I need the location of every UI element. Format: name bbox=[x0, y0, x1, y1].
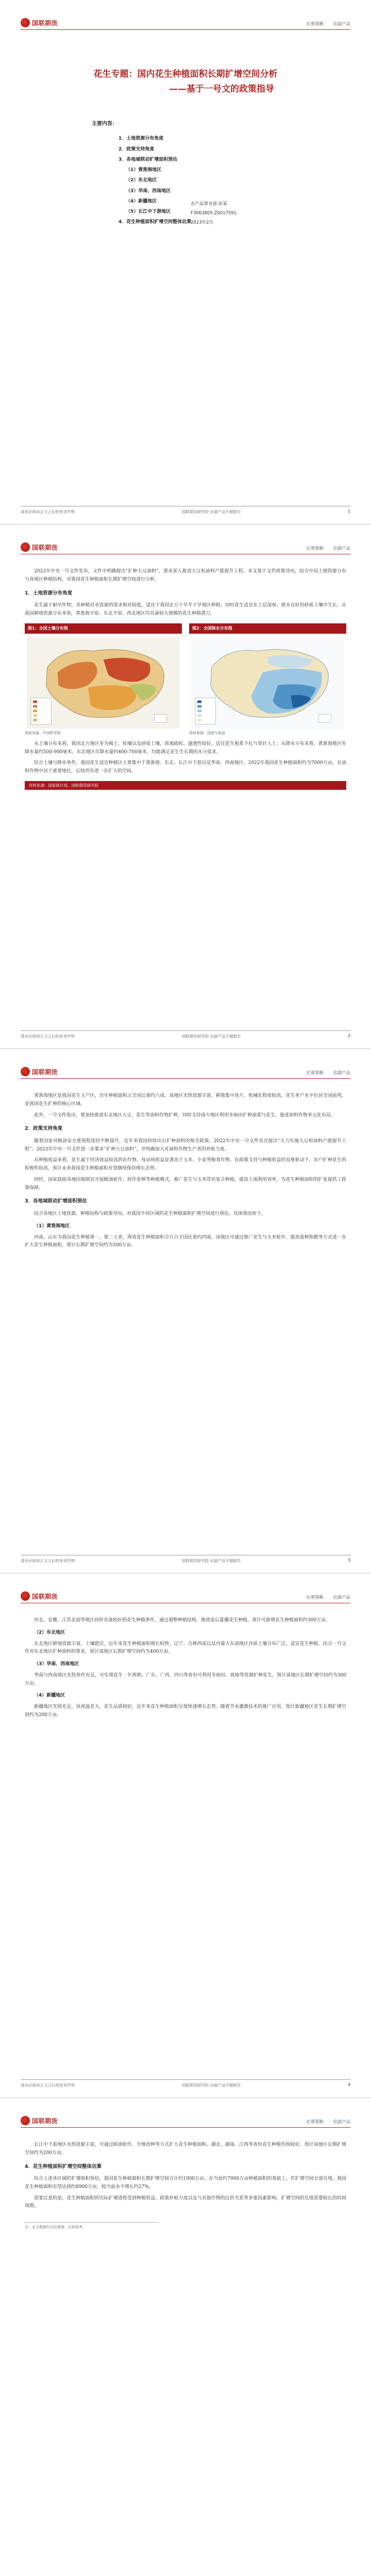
paragraph: 从种植收益来看，花生属于经济效益较高的农作物，每亩纯收益显著高于玉米、小麦等粮食作物。在政策支持与种植收益的双重驱动下，农户扩种花生的积极性较高，预计未来我国花生种植面积有望继续保持增长态势。 bbox=[25, 1158, 346, 1172]
figure-row bbox=[25, 623, 346, 736]
logo-icon bbox=[21, 1067, 30, 1076]
paragraph: 需要注意的是，花生种植面积的实际扩增进程受到种植收益、政策补贴力度以及与其他作物的比价关系等多重因素影响，扩增空间的兑现需要较长的时间周期。 bbox=[25, 2195, 346, 2209]
page-number: 1 bbox=[348, 509, 350, 514]
soil-map-image bbox=[25, 637, 182, 728]
paragraph: 黄淮海地区是我国花生主产区，历年种植面积占全国比重约六成。该地区光热资源丰富，耕地集中连片，机械化程度较高，花生单产水平位居全国前列，是我国花生扩种的核心区域。 bbox=[25, 1093, 346, 1107]
outline-item: （4）新疆地区 bbox=[126, 198, 157, 204]
paragraph: 2023年中央一号文件发布，文件中明确提出“扩种大豆油料”，要求深入推进大豆和油料产能提升工程。本文基于文件政策导向，结合中国土地资源分布与各地区种植结构，对我国花生种植面积长期扩增空间进行分析。 bbox=[25, 569, 346, 582]
footnote: 注：本文数据均为估算值，仅供参考。 bbox=[25, 2222, 159, 2230]
outline-item: 1．土地资源分布角度 bbox=[119, 136, 164, 142]
paragraph: 此外，一号文件指出，要加快推进东北地区大豆、花生等油料作物扩种，同时支持南方地区利用冬闲田扩种油菜与花生，推进油料作物多元化布局。 bbox=[34, 1112, 336, 1118]
rain-map-image bbox=[189, 637, 346, 728]
outline-item: （5）长江中下游地区 bbox=[126, 209, 171, 215]
logo-icon bbox=[21, 1591, 30, 1601]
figure-rain-map bbox=[189, 623, 346, 736]
footer-left: 请务必阅读正文之后的免责声明 bbox=[21, 2083, 75, 2088]
logo-text: 国联期货 bbox=[32, 1592, 58, 1600]
subsection-heading: （3）华南、西南地区 bbox=[34, 1662, 79, 1667]
report-title-line2: ——基于一号文的政策指导 bbox=[169, 83, 274, 94]
header-tag-left: 宏观策略 bbox=[306, 22, 324, 27]
page-5 bbox=[0, 2098, 371, 2576]
paragraph: 河南、山东为我国花生种植第一、第二大省，两省花生种植面积合计占全国比重约四成。该地区可通过推广花生与玉米轮作、提高复种指数等方式进一步扩大花生种植面积，预计长期扩增空间约为500万亩。 bbox=[25, 1234, 346, 1248]
subsection-heading: （2）东北地区 bbox=[34, 1630, 65, 1635]
report-title-line1: 花生专题：国内花生种植面积长期扩增空间分析 bbox=[93, 69, 278, 79]
paragraph: 东北地区耕地资源丰富，土壤肥沃，近年来花生种植面积增长较快。辽宁、吉林西部以及内蒙古东部地区沙质土壤分布广泛，适宜花生种植。结合一号文件对东北地区扩种油料的要求，预计该地区长期扩增空间约为400万亩。 bbox=[25, 1641, 346, 1655]
footer-left: 请务必阅读正文之后的免责声明 bbox=[21, 1558, 75, 1563]
figure-source: 资料来源：中国科学院 bbox=[25, 731, 61, 735]
outline-item: （2）东北地区 bbox=[126, 178, 157, 183]
paragraph: 从土壤分布来看，我国北方地区多为褐土、棕壤以及砂质土壤，质地疏松、通透性较好，适宜花生根系下扎与果针入土；从降水分布来看，黄淮海地区年降水量约500-900毫米，东北地区年降水量约400-700毫米，均能满足花生生长期的水分需求。 bbox=[25, 741, 346, 755]
report-date: 2023年2月 bbox=[191, 219, 214, 225]
footer-left: 请务必阅读正文之后的免责声明 bbox=[21, 1034, 75, 1039]
page-footer bbox=[21, 506, 350, 515]
page-footer bbox=[21, 2079, 350, 2088]
subsection-heading: （1）黄淮海地区 bbox=[34, 1223, 70, 1229]
page-number: 4 bbox=[348, 2082, 350, 2087]
outline-item: 3．各地域联动扩增面积预估 bbox=[119, 157, 178, 162]
footer-center: 国联期货研究院·农副产品专题报告 bbox=[181, 1034, 241, 1039]
page-header bbox=[21, 1573, 350, 1603]
section-heading: 4．花生种植面积扩增空间整体估算 bbox=[25, 2163, 102, 2170]
author-license: F3063805 Z0017591 bbox=[191, 210, 237, 216]
logo bbox=[21, 18, 58, 29]
figure-caption: 图2：全国降水分布图 bbox=[189, 623, 346, 634]
page-4 bbox=[0, 1573, 371, 2098]
page-header bbox=[21, 1049, 350, 1079]
header-tag-right: 农副产品 bbox=[332, 2120, 350, 2125]
logo-text: 国联期货 bbox=[32, 544, 58, 551]
paragraph: 综合土壤与降水条件，我国花生适宜种植区主要集中于黄淮海、东北、长江中下游以及华南、西南地区。2022年我国花生种植面积约为7000万亩，在油料作物中居于重要地位，后续仍有进一步扩大的空间。 bbox=[25, 760, 346, 774]
outline-item: （1）黄淮海地区 bbox=[126, 167, 162, 173]
page-header bbox=[21, 0, 350, 30]
page-header bbox=[21, 2098, 350, 2128]
paragraph: 河北、安徽、江苏北部等地区同样具备较好的花生种植条件，通过调整种植结构，推进麦后夏播花生种植，预计可新增花生种植面积约300万亩。 bbox=[34, 1618, 331, 1623]
logo-icon bbox=[21, 2116, 30, 2125]
logo-icon bbox=[21, 18, 30, 27]
header-tag-right: 农副产品 bbox=[332, 546, 350, 551]
page-number: 2 bbox=[348, 1033, 350, 1038]
section-heading: 2．政策支持角度 bbox=[25, 1126, 63, 1132]
logo-text: 国联期货 bbox=[32, 2117, 58, 2125]
paragraph: 长江中下游地区水热资源丰富，可通过稻油轮作、旱地改种等方式扩大花生种植面积。湖北、湖南、江西等省份花生种植传统较好，预计该地区长期扩增空间约为200万亩。 bbox=[25, 2142, 346, 2156]
figure-soil-map bbox=[25, 623, 182, 736]
paragraph: 同时，国家鼓励各地因地制宜开展粮油轮作、间作套种等种植模式，推广花生与玉米带状复合种植，提高土地利用效率，为花生种植面积的扩张提供了政策保障。 bbox=[25, 1177, 346, 1191]
page-3 bbox=[0, 1049, 371, 1573]
outline-item: 4．花生种植面积扩增空间整体估算 bbox=[119, 219, 192, 225]
header-tag-right: 农副产品 bbox=[332, 1595, 350, 1600]
logo-icon bbox=[21, 543, 30, 552]
page-footer bbox=[21, 1030, 350, 1039]
logo-text: 国联期货 bbox=[32, 19, 58, 27]
paragraph: 华南与西南地区光热条件充足，可实现花生一年两熟。广东、广西、四川等省份可利用冬闲田、坡地等资源扩种花生，预计该地区长期扩增空间约为300万亩。 bbox=[25, 1672, 346, 1686]
footer-center: 国联期货研究院·农副产品专题报告 bbox=[181, 1558, 241, 1563]
page-1 bbox=[0, 0, 371, 524]
header-tag-right: 农副产品 bbox=[332, 1071, 350, 1076]
page-header bbox=[21, 524, 350, 554]
figure-caption: 图1：全国土壤分布图 bbox=[25, 623, 182, 634]
header-tag-left: 宏观策略 bbox=[306, 546, 324, 551]
footer-center: 国联期货研究院·农副产品专题报告 bbox=[181, 2083, 241, 2088]
section-heading: 1．土地资源分布角度 bbox=[25, 590, 73, 596]
paragraph: 新疆地区光照充足，昼夜温差大，花生品质较好，近年来花生种植面积呈现快速增长态势。随着节水灌溉技术的推广应用，预计新疆地区花生长期扩增空间约为200万亩。 bbox=[25, 1704, 346, 1718]
source-bar: 资料来源：国家统计局，国联期货研究院 bbox=[25, 781, 346, 790]
section-heading: 3．各地域联动扩增面积预估 bbox=[25, 1198, 87, 1205]
footer-left: 请务必阅读正文之后的免责声明 bbox=[21, 510, 75, 514]
outline-heading: 主要内容： bbox=[92, 121, 117, 127]
paragraph: 结合各地区土地资源、种植结构与政策导向，对我国不同区域的花生种植面积扩增空间进行预估，具体情况如下。 bbox=[34, 1211, 266, 1216]
logo-text: 国联期货 bbox=[32, 1068, 58, 1076]
header-tag-left: 宏观策略 bbox=[306, 1595, 324, 1600]
header-tag-left: 宏观策略 bbox=[306, 1071, 324, 1076]
page-footer bbox=[21, 1555, 350, 1564]
page-2 bbox=[0, 524, 371, 1049]
subsection-heading: （4）新疆地区 bbox=[34, 1693, 65, 1699]
author-block bbox=[191, 200, 237, 228]
logo bbox=[21, 1591, 58, 1603]
logo bbox=[21, 543, 58, 554]
figure-source: 资料来源：国家气象局 bbox=[189, 731, 225, 735]
outline-item: （3）华南、西南地区 bbox=[126, 188, 171, 194]
header-tag-left: 宏观策略 bbox=[306, 2120, 324, 2125]
report-title bbox=[25, 67, 346, 97]
paragraph: 随着国家对粮油安全重视程度的不断提升，近年来我国持续出台扩种油料的相关政策。2022年中央一号文件首次提出“大力实施大豆和油料产能提升工程”；2023年中央一号文件进一步要求“扩种大豆油料”，并明确加大对油料作物生产者的补贴力度。 bbox=[25, 1138, 346, 1152]
page-number: 3 bbox=[348, 1558, 350, 1563]
header-tag-right: 农副产品 bbox=[332, 22, 350, 27]
author-name: 农产品事业部 彭某 bbox=[191, 201, 227, 207]
logo bbox=[21, 2116, 58, 2127]
paragraph: 综合上述各区域的扩增面积预估，我国花生种植面积长期扩增空间合计约1900万亩。在当前约7000万亩种植面积的基础上，若扩增空间全部兑现，我国花生种植面积有望达到约8900万亩，较当前水平增长约27%。 bbox=[25, 2176, 346, 2190]
paragraph: 花生属于耐旱作物，其种植对水资源的需求相对较低，适宜于我国北方干旱半干旱地区种植；同时花生适宜在土层深厚、排水良好的砂质土壤中生长。从我国耕地资源分布来看，黄淮海平原、东北平原、西北地区均具备较大规模的花生种植潜力。 bbox=[25, 603, 346, 616]
footer-center: 国联期货研究院·农副产品专题报告 bbox=[181, 510, 241, 514]
logo bbox=[21, 1067, 58, 1078]
outline-item: 2．政策支持角度 bbox=[119, 146, 155, 152]
